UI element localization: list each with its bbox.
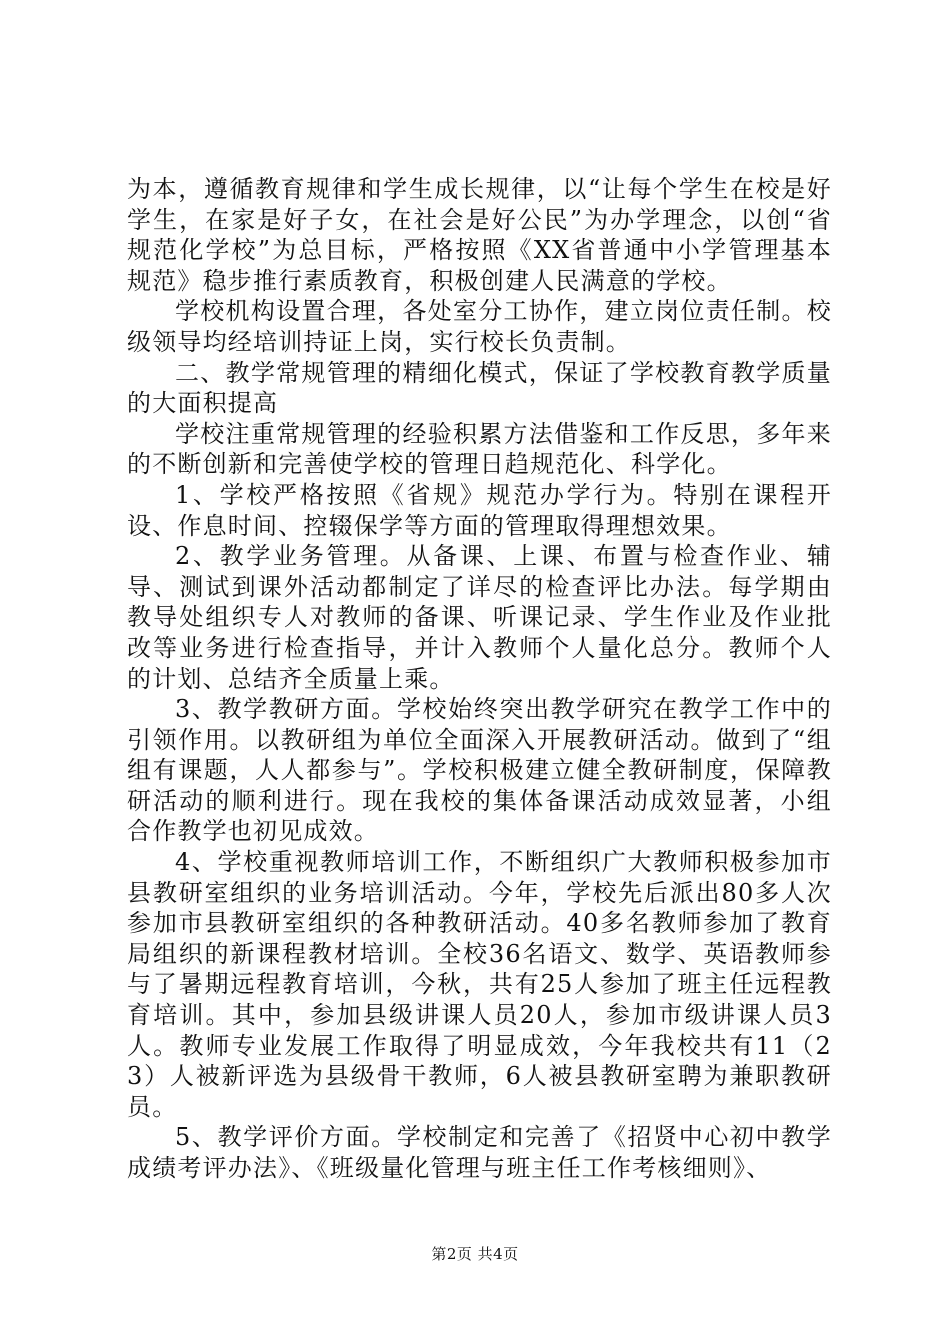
page-number-footer: 第2页 共4页 <box>431 1245 519 1263</box>
paragraph-item-2: 2、教学业务管理。从备课、上课、布置与检查作业、辅导、测试到课外活动都制定了详尽的检查评比办法。每学期由教导处组织专人对教师的备课、听课记录、学生作业及作业批改等业务进行检查指导，并计入教师个人量化总分。教师个人的计划、总结齐全质量上乘。 <box>127 542 832 693</box>
document-body <box>127 174 832 1184</box>
paragraph-management-summary: 学校注重常规管理的经验积累方法借鉴和工作反思，多年来的不断创新和完善使学校的管理日趋规范化、科学化。 <box>127 419 832 479</box>
paragraph-item-4: 4、学校重视教师培训工作，不断组织广大教师积极参加市县教研室组织的业务培训活动。今年，学校先后派出80多人次参加市县教研室组织的各种教研活动。40多名教师参加了教育局组织的新课程教材培训。全校36名语文、数学、英语教师参与了暑期远程教育培训，今秋，共有25人参加了班主任远程教育培训。其中，参加县级讲课人员20人，参加市级讲课人员3人。教师专业发展工作取得了明显成效，今年我校共有11（23）人被新评选为县级骨干教师，6人被县教研室聘为兼职教研员。 <box>127 848 832 1121</box>
section-heading-routine-management: 二、教学常规管理的精细化模式，保证了学校教育教学质量的大面积提高 <box>127 358 832 418</box>
paragraph-continuation: 为本，遵循教育规律和学生成长规律，以“让每个学生在校是好学生，在家是好子女，在社会是好公民”为办学理念，以创“省规范化学校”为总目标，严格按照《XX省普通中小学管理基本规范》稳步推行素质教育，积极创建人民满意的学校。 <box>127 175 832 295</box>
paragraph-item-3: 3、教学教研方面。学校始终突出教学研究在教学工作中的引领作用。以教研组为单位全面深入开展教研活动。做到了“组组有课题，人人都参与”。学校积极建立健全教研制度，保障教研活动的顺利进行。现在我校的集体备课活动成效显著，小组合作教学也初见成效。 <box>127 695 832 846</box>
paragraph-item-5: 5、教学评价方面。学校制定和完善了《招贤中心初中教学成绩考评办法》、《班级量化管理与班主任工作考核细则》、 <box>127 1123 832 1182</box>
paragraph-item-1: 1、学校严格按照《省规》规范办学行为。特别在课程开设、作息时间、控辍保学等方面的管理取得理想效果。 <box>127 480 832 540</box>
paragraph-organization: 学校机构设置合理，各处室分工协作，建立岗位责任制。校级领导均经培训持证上岗，实行校长负责制。 <box>127 297 832 356</box>
